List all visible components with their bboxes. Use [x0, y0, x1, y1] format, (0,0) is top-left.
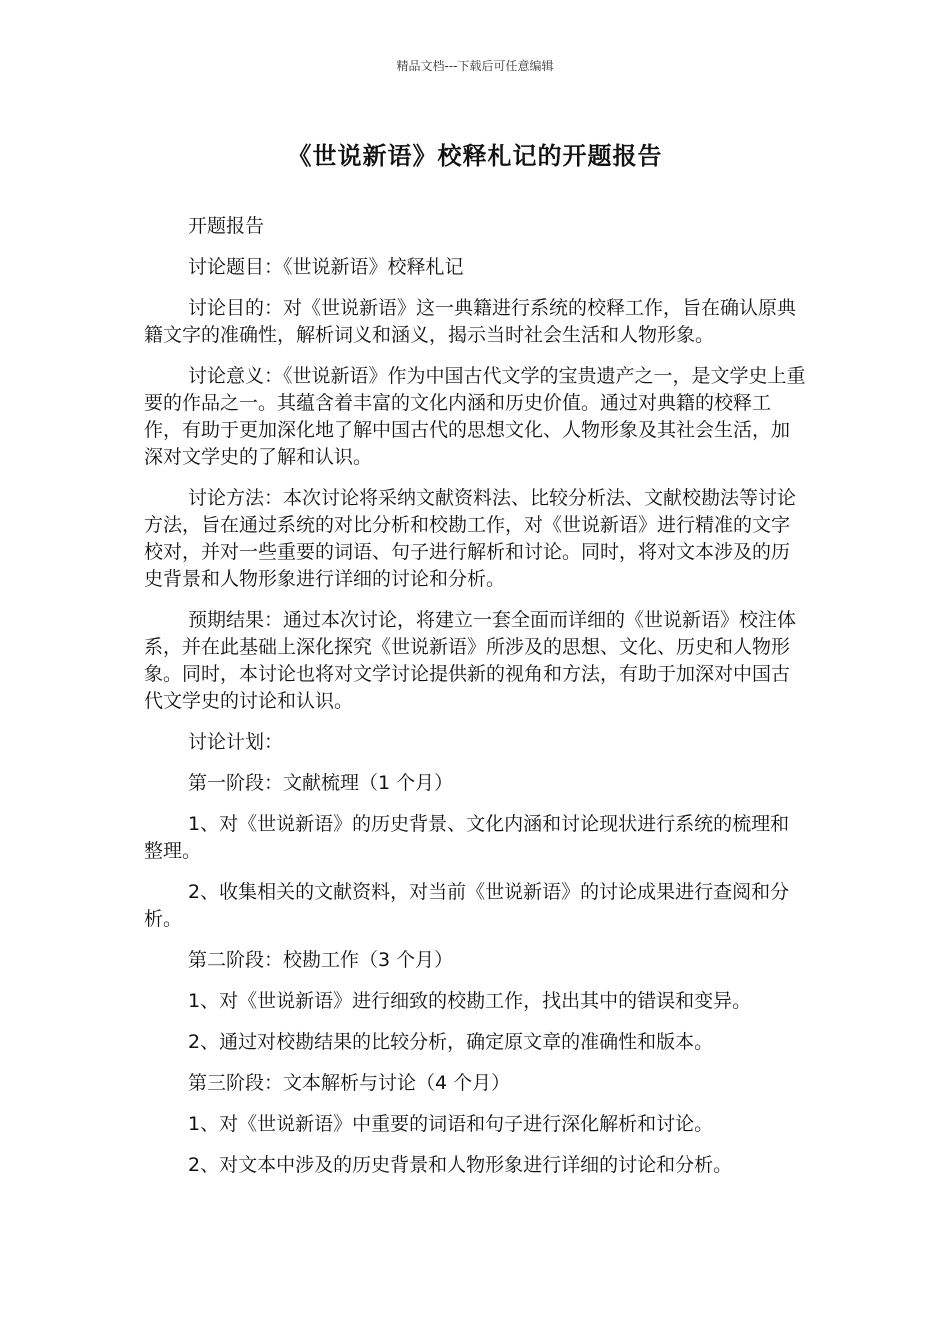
paragraph-stage-1-heading: 第一阶段：文献梳理（1 个月） — [188, 772, 454, 794]
page-header: 精品文档---下载后可任意编辑 — [396, 59, 554, 73]
paragraph-expected-results: 预期结果：通过本次讨论，将建立一套全面而详细的《世说新语》校注体系，并在此基础上深化探究《世说新语》所涉及的思想、文化、历史和人物形象。同时，本讨论也将对文学讨论提供新的视角和方法，有助于加深对中国古代文学史的讨论和认识。 — [144, 609, 797, 712]
paragraph-stage-3-item-1: 1、对《世说新语》中重要的词语和句子进行深化解析和讨论。 — [188, 1113, 714, 1135]
document-body — [144, 213, 808, 1193]
paragraph-stage-1-item-1: 1、对《世说新语》的历史背景、文化内涵和讨论现状进行系统的梳理和整理。 — [144, 813, 790, 862]
paragraph-plan-heading: 讨论计划： — [188, 731, 284, 753]
document-title: 《世说新语》校释札记的开题报告 — [287, 142, 663, 170]
paragraph-method: 讨论方法：本次讨论将采纳文献资料法、比较分析法、文献校勘法等讨论方法，旨在通过系统的对比分析和校勘工作，对《世说新语》进行精准的文字校对，并对一些重要的词语、句子进行解析和讨论。同时，将对文本涉及的历史背景和人物形象进行详细的讨论和分析。 — [144, 487, 797, 590]
paragraph-stage-2-item-2: 2、通过对校勘结果的比较分析，确定原文章的准确性和版本。 — [188, 1031, 714, 1053]
paragraph-report-label: 开题报告 — [188, 215, 265, 237]
paragraph-stage-1-item-2: 2、收集相关的文献资料，对当前《世说新语》的讨论成果进行查阅和分析。 — [144, 881, 790, 930]
paragraph-stage-3-heading: 第三阶段：文本解析与讨论（4 个月） — [188, 1072, 511, 1094]
paragraph-stage-2-item-1: 1、对《世说新语》进行细致的校勘工作，找出其中的错误和变异。 — [188, 990, 752, 1012]
paragraph-purpose: 讨论目的：对《世说新语》这一典籍进行系统的校释工作，旨在确认原典籍文字的准确性，解析词义和涵义，揭示当时社会生活和人物形象。 — [144, 297, 797, 346]
paragraph-stage-2-heading: 第二阶段：校勘工作（3 个月） — [188, 949, 454, 971]
paragraph-stage-3-item-2: 2、对文本中涉及的历史背景和人物形象进行详细的讨论和分析。 — [188, 1154, 733, 1176]
paragraph-significance: 讨论意义：《世说新语》作为中国古代文学的宝贵遗产之一，是文学史上重要的作品之一。其蕴含着丰富的文化内涵和历史价值。通过对典籍的校释工作，有助于更加深化地了解中国古代的思想文化、人物形象及其社会生活，加深对文学史的了解和认识。 — [144, 365, 806, 468]
paragraph-topic: 讨论题目：《世说新语》校释札记 — [188, 256, 464, 278]
